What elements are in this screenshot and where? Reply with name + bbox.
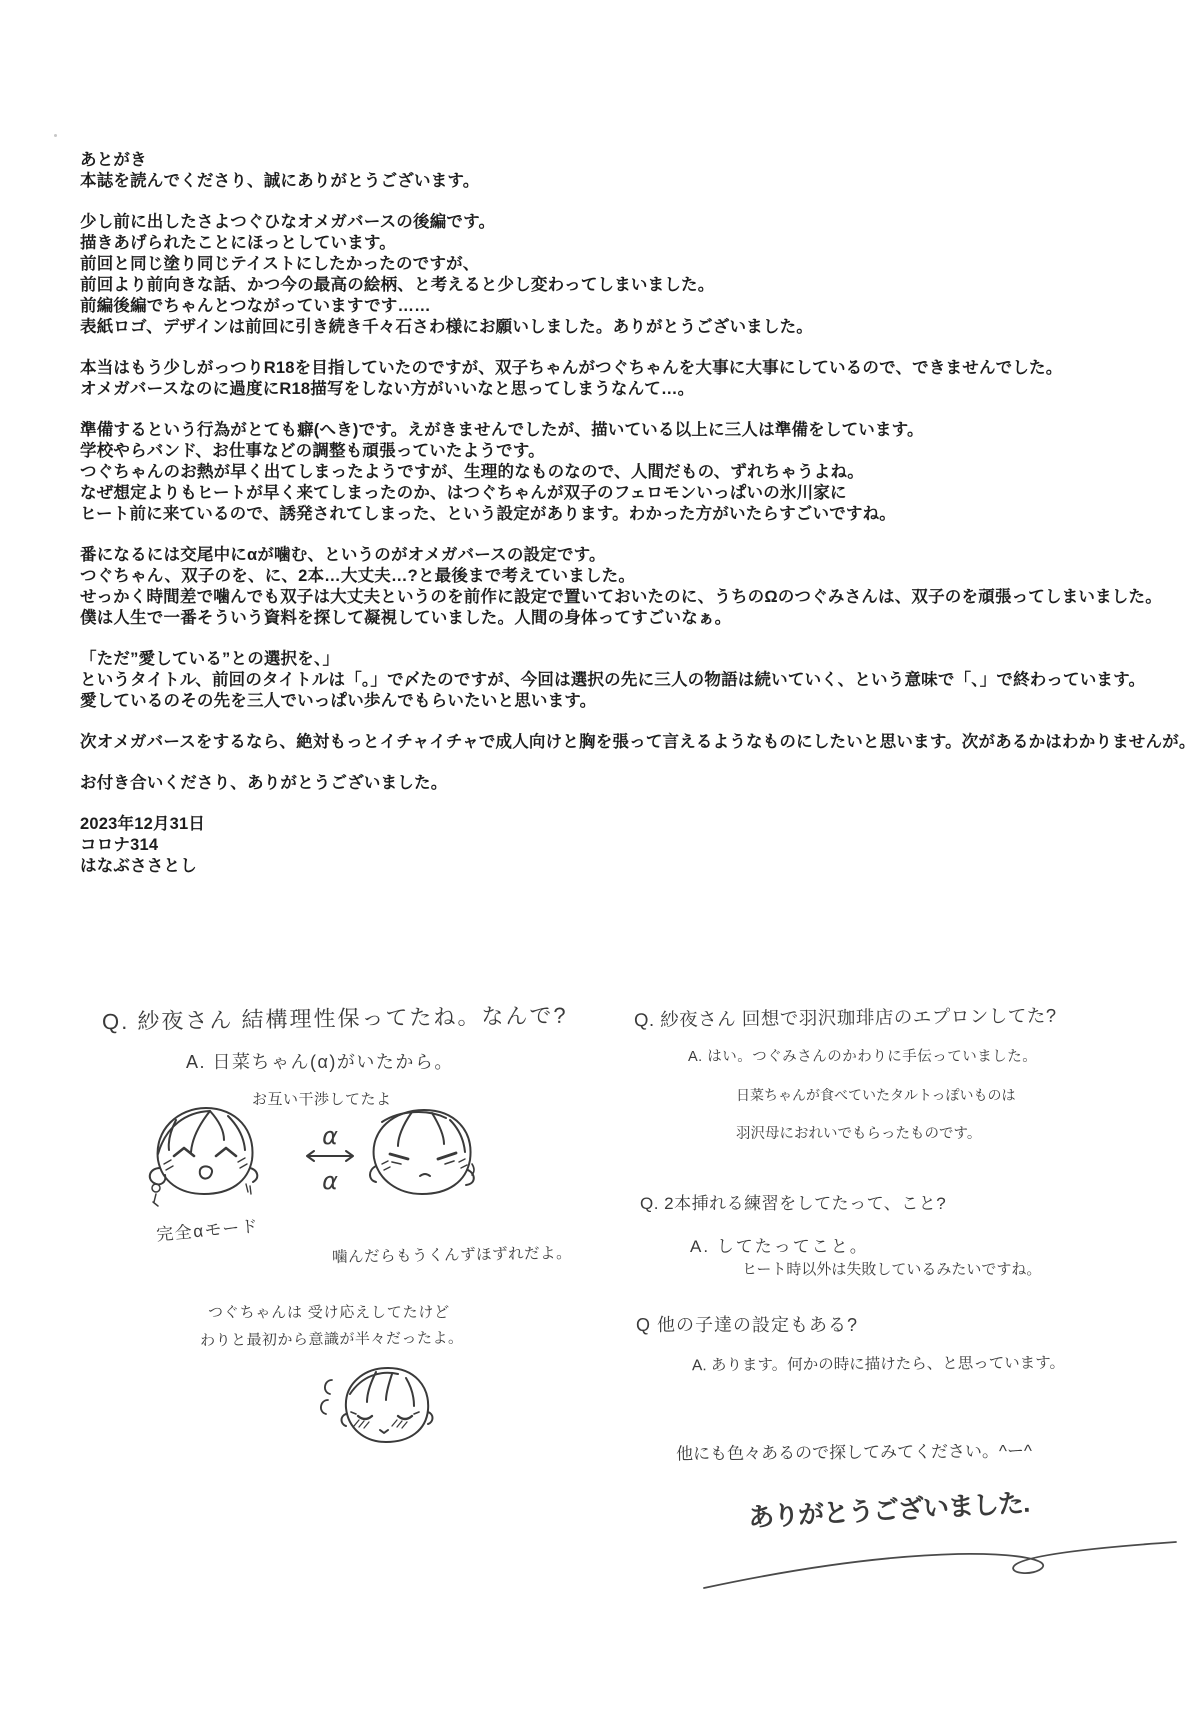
signature-author: はなぶささとし — [80, 857, 197, 875]
alpha-bottom-glyph: α — [322, 1167, 338, 1195]
qa-left-answer: A. 日菜ちゃん(α)がいたから。 — [186, 1052, 454, 1072]
afterword-line: 前回より前向きな話、かつ今の最高の絵柄、と考えると少し変わってしまいました。 — [80, 276, 715, 294]
alpha-top-glyph: α — [322, 1122, 338, 1150]
chibi-pouting-face-doodle — [352, 1100, 492, 1215]
qa-right-answer-2: A. してたってこと。 — [690, 1237, 869, 1256]
left-right-arrow-icon — [302, 1148, 358, 1164]
qa-left-note-tsugu-2: わりと最初から意識が半々だったよ。 — [199, 1329, 464, 1350]
afterword-paragraph — [80, 649, 1190, 712]
afterword-line: せっかく時間差で噛んでも双子は大丈夫というのを前作に設定で置いておいたのに、うちのΩのつぐみさんは、双子のを頑張ってしまいました。 — [80, 588, 1162, 606]
qa-right-question-2: Q. 2本挿れる練習をしてたって、こと? — [640, 1194, 947, 1213]
underline-flourish — [698, 1526, 1182, 1599]
afterword-line: 次オメガバースをするなら、絶対もっとイチャイチャで成人向けと胸を張って言えるようなものにしたいと思います。次があるかはわかりませんが。 — [80, 733, 1196, 751]
afterword-line: 描きあげられたことにほっとしています。 — [80, 234, 396, 252]
afterword-line: 「ただ”愛している”との選択を、」 — [80, 650, 340, 668]
afterword-line: 前編後編でちゃんとつながっていますです…… — [80, 297, 431, 315]
signature-block — [80, 814, 1190, 877]
qa-left-note-bite: 噛んだらもうくんずほずれだよ。 — [331, 1244, 573, 1267]
qa-right-question-3: Q 他の子達の設定もある? — [636, 1315, 859, 1335]
qa-left-note-mutual: お互い干渉してたよ — [252, 1091, 392, 1108]
afterword-line: 番になるには交尾中にαが噛む、というのがオメガバースの設定です。 — [80, 546, 606, 564]
afterword-paragraph — [80, 420, 1190, 525]
afterword-line: オメガバースなのに過度にR18描写をしない方がいいなと思ってしまうなんて…。 — [80, 380, 695, 398]
qa-right-answer-2-note: ヒート時以外は失敗しているみたいですね。 — [742, 1261, 1042, 1278]
closing-thanks: ありがとうございました. — [747, 1487, 1030, 1533]
qa-left-question: Q. 紗夜さん 結構理性保ってたね。なんで? — [101, 1002, 568, 1035]
afterword-line: つぐちゃん、双子のを、に、2本…大丈夫…?と最後まで考えていました。 — [80, 567, 636, 585]
qa-right-answer-3: A. あります。何かの時に描けたら、と思っています。 — [691, 1354, 1066, 1375]
afterword-line: 本当はもう少しがっつりR18を目指していたのですが、双子ちゃんがつぐちゃんを大事に大事にしているので、できませんでした。 — [80, 359, 1063, 377]
qa-left-note-tsugu-1: つぐちゃんは 受け応えしてたけど — [208, 1304, 450, 1321]
alpha-exchange-annotation — [300, 1124, 360, 1193]
afterword-text — [80, 150, 1196, 897]
afterword-line: というタイトル、前回のタイトルは「。」で〆たのですが、今回は選択の先に三人の物語は続いていく、という意味で「、」で終わっています。 — [80, 671, 1146, 689]
qa-right-note-more: 他にも色々あるので探してみてください。^ー^ — [675, 1441, 1033, 1464]
afterword-paragraph — [80, 773, 1190, 794]
signature-date: 2023年12月31日 — [80, 815, 206, 833]
afterword-paragraph — [80, 212, 1190, 338]
afterword-line: 準備するという行為がとても癖(へき)です。えがきませんでしたが、描いている以上に三人は準備をしています。 — [80, 421, 924, 439]
qa-right-question-1: Q. 紗夜さん 回想で羽沢珈琲店のエプロンしてた? — [633, 1004, 1057, 1031]
afterword-line: 愛しているのその先を三人でいっぱい歩んでもらいたいと思います。 — [80, 692, 597, 710]
signature-circle: コロナ314 — [80, 836, 159, 854]
afterword-paragraph — [80, 150, 1190, 192]
afterword-line: お付き合いくださり、ありがとうございました。 — [80, 774, 448, 792]
afterword-line: 学校やらバンド、お仕事などの調整も頑張っていたようです。 — [80, 442, 545, 460]
afterword-line: つぐちゃんのお熱が早く出てしまったようですが、生理的なものなので、人間だもの、ずれちゃうよね。 — [80, 463, 864, 481]
afterword-line: 僕は人生で一番そういう資料を探して凝視していました。人間の身体ってすごいなぁ。 — [80, 609, 732, 627]
qa-right-answer-1-note-1: 日菜ちゃんが食べていたタルトっぽいものは — [736, 1087, 1016, 1103]
qa-right-answer-1-note-2: 羽沢母におれいでもらったものです。 — [736, 1126, 982, 1142]
chibi-happy-face-doodle — [140, 1098, 270, 1218]
afterword-line: 前回と同じ塗り同じテイストにしたかったのですが、 — [80, 255, 480, 273]
afterword-line: ヒート前に来ているので、誘発されてしまった、という設定があります。わかった方がいたらすごいですね。 — [80, 505, 896, 523]
afterword-line: 少し前に出したさよつぐひなオメガバースの後編です。 — [80, 213, 496, 231]
scan-speck — [54, 134, 57, 137]
afterword-paragraph — [80, 732, 1196, 753]
afterword-line: 表紙ロゴ、デザインは前回に引き続き千々石さわ様にお願いしました。ありがとうございました。 — [80, 318, 813, 336]
afterword-paragraph — [80, 358, 1190, 400]
afterword-paragraph — [80, 545, 1190, 629]
afterword-title: あとがき — [80, 151, 147, 169]
afterword-line: 本誌を読んでくださり、誠にありがとうございます。 — [80, 172, 480, 190]
afterword-line: なぜ想定よりもヒートが早く来てしまったのか、はつぐちゃんが双子のフェロモンいっぱいの氷川家に — [80, 484, 847, 502]
qa-left-label-alpha-mode: 完全αモード — [155, 1216, 260, 1245]
qa-right-answer-1: A. はい。つぐみさんのかわりに手伝っていました。 — [688, 1049, 1038, 1065]
chibi-blushing-face-doodle — [310, 1358, 450, 1458]
